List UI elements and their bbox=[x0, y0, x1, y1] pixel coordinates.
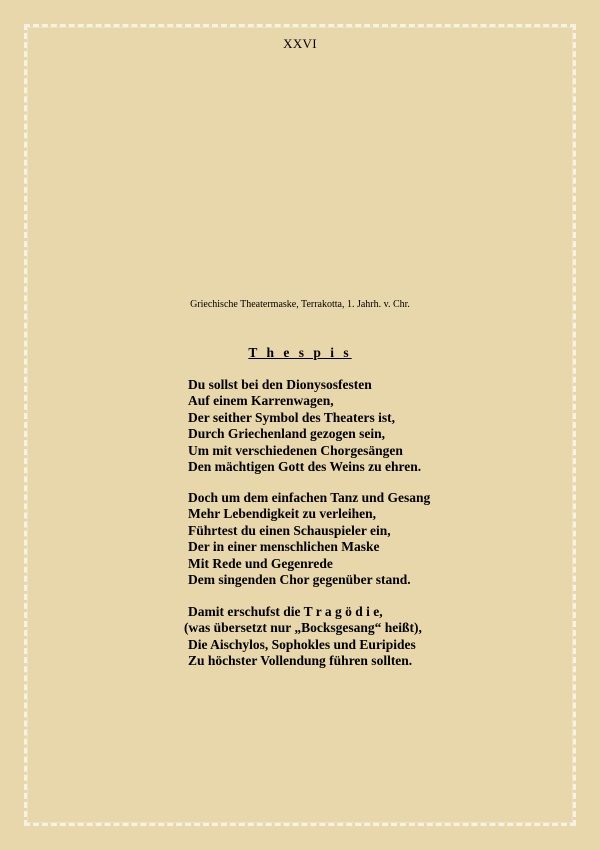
poem-stanza-1 bbox=[188, 377, 421, 475]
poem-line: Mehr Lebendigkeit zu verleihen, bbox=[188, 506, 376, 522]
poem-line: Um mit verschiedenen Chorgesängen bbox=[188, 442, 403, 458]
poem-stanza-3 bbox=[184, 604, 422, 670]
poem-line: Die Aischylos, Sophokles und Euripides bbox=[188, 636, 416, 652]
figure-placeholder bbox=[150, 70, 450, 280]
poem-line: Doch um dem einfachen Tanz und Gesang bbox=[188, 490, 431, 505]
poem-line: Den mächtigen Gott des Weins zu ehren. bbox=[188, 459, 422, 475]
poem-line: Auf einem Karrenwagen, bbox=[188, 393, 334, 409]
poem-line: Zu höchster Vollendung führen sollten. bbox=[188, 653, 413, 669]
poem-line: Du sollst bei den Dionysosfesten bbox=[188, 377, 372, 392]
poem-line: Führtest du einen Schauspieler ein, bbox=[188, 522, 391, 538]
poem-line: Dem singenden Chor gegenüber stand. bbox=[188, 572, 411, 588]
page-number: XXVI bbox=[283, 36, 317, 51]
poem-line: Damit erschufst die T r a g ö d i e, bbox=[188, 604, 383, 619]
poem-line: Mit Rede und Gegenrede bbox=[188, 555, 333, 571]
poem-line: (was übersetzt nur „Bocksgesang“ heißt), bbox=[184, 620, 422, 636]
poem-line: Der seither Symbol des Theaters ist, bbox=[188, 409, 395, 425]
poem-title: T h e s p i s bbox=[248, 345, 352, 360]
poem-stanza-2 bbox=[188, 490, 430, 588]
poem-line: Der in einer menschlichen Maske bbox=[188, 539, 380, 555]
figure-caption: Griechische Theatermaske, Terrakotta, 1. Jahrh. v. Chr. bbox=[190, 299, 410, 310]
poem-line: Durch Griechenland gezogen sein, bbox=[188, 426, 385, 442]
